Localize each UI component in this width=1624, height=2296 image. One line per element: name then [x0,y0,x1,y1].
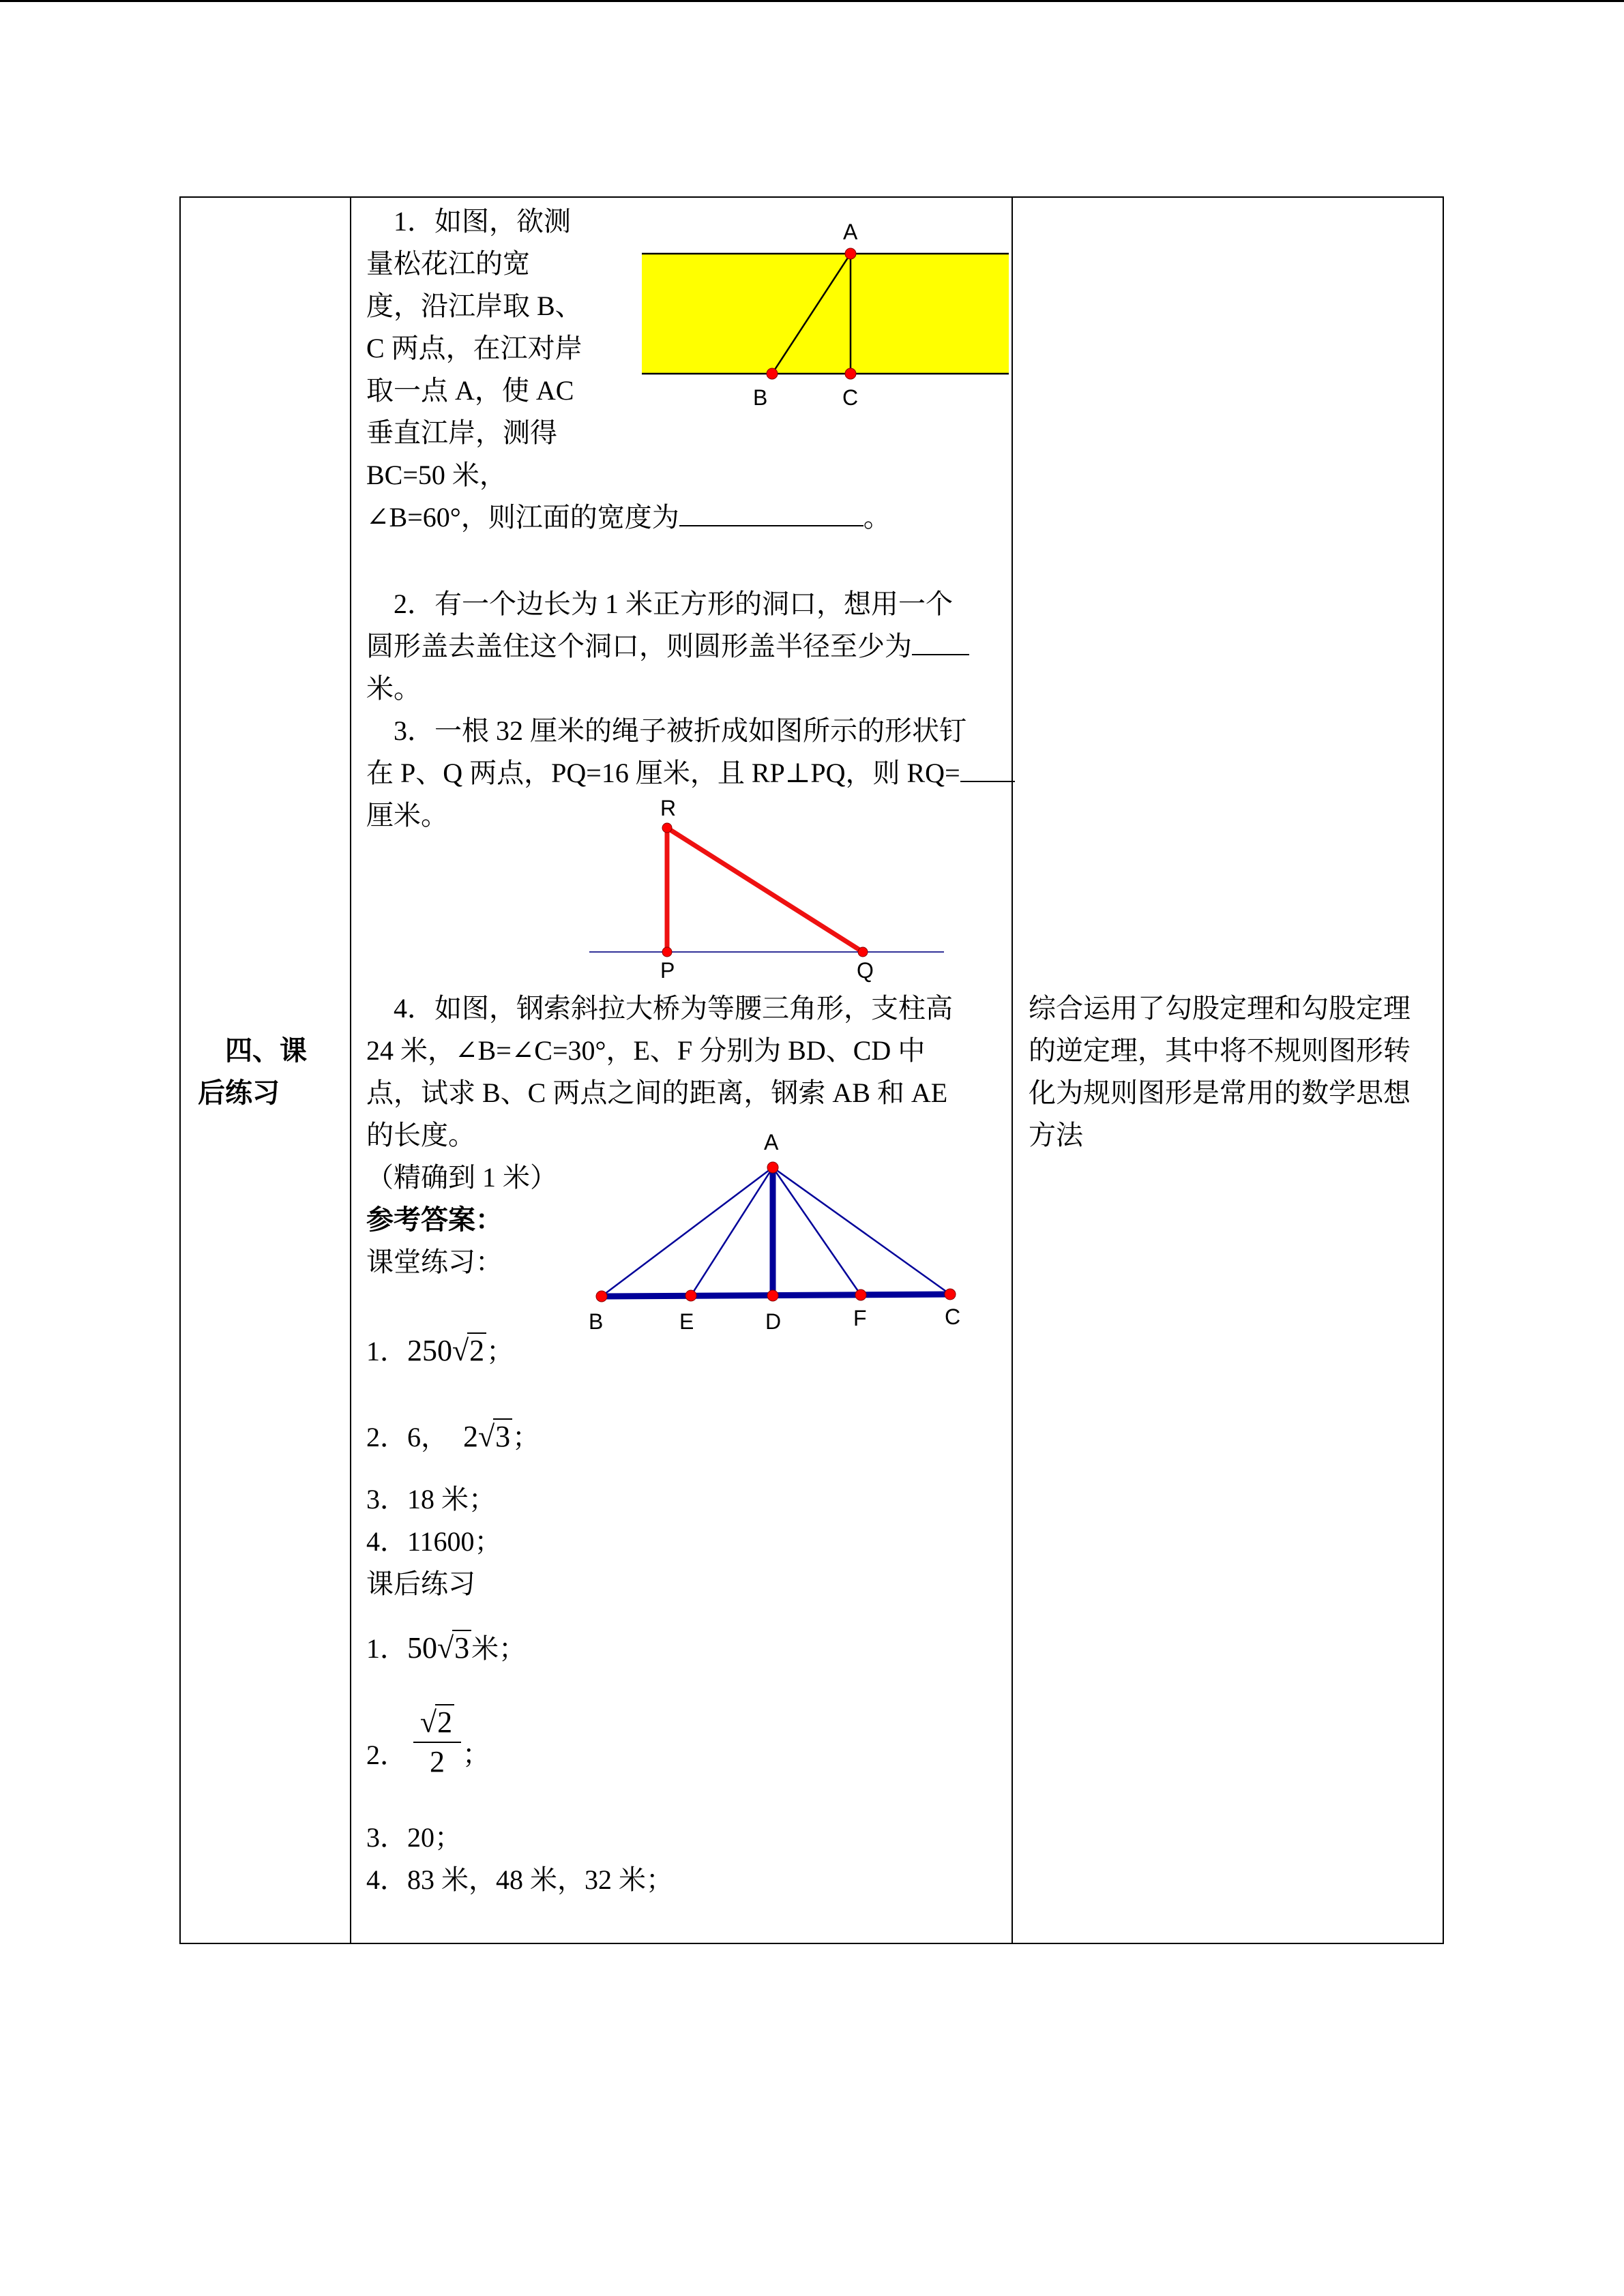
cable-ab [602,1167,773,1296]
teaching-note: 综合运用了勾股定理和勾股定理的逆定理，其中将不规则图形转化为规则图形是常用的数学思想方法 [1029,993,1411,1150]
class-answer-2-radicand: 3 [493,1418,512,1454]
after-answer-3: 3．20； [366,1822,462,1853]
q3-question-text: 在 P、Q 两点，PQ=16 厘米，且 RP⊥PQ，则 RQ= [366,758,960,788]
q1-answer-blank [679,499,863,526]
class-answer-1-radicand: 2 [467,1332,486,1368]
q2-line-1: 2．有一个边长为 1 米正方形的洞口，想用一个 [394,588,953,619]
q3-line-3: 厘米。 [366,800,448,831]
point-f [855,1289,866,1300]
q4-line-1: 4．如图，钢索斜拉大桥为等腰三角形，支柱高 [394,993,953,1024]
label-q: Q [857,958,874,983]
bridge-figure [587,1116,975,1341]
column-divider-1 [350,198,351,1943]
after-answer-1-number: 1． [366,1633,407,1664]
label-a: A [843,220,858,244]
class-answer-3: 3．18 米； [366,1484,496,1515]
point-a [767,1162,778,1173]
q1-last-line [366,496,891,539]
point-b [767,368,778,379]
after-answers-rest [366,1817,673,1901]
cable-ac [773,1167,950,1294]
q1-line-4: C 两点，在江对岸 [366,333,582,363]
q3-line-1: 3．一根 32 厘米的绳子被折成如图所示的形状钉 [394,715,966,746]
rope-figure [587,796,955,987]
point-d [767,1290,778,1301]
answers-heading: 参考答案： [366,1204,503,1235]
q1-line-3: 度，沿江岸取 B、 [366,290,582,321]
class-answers-rest [366,1478,502,1605]
section-label-line-2: 后练习 [198,1077,280,1108]
after-answer-1: 1．50√3米； [366,1631,527,1665]
q1-question-text: ∠B=60°，则江面的宽度为 [366,502,679,533]
section-label [198,1030,307,1114]
point-p [662,947,672,957]
class-practice-title: 课堂练习： [366,1247,503,1277]
q1-line-6: 垂直江岸，测得 [366,417,557,448]
q1-line-7: BC=50 米， [366,460,507,490]
label-b: B [589,1309,604,1334]
point-e [685,1290,696,1301]
point-c [845,368,856,379]
q3-line-2 [366,752,1015,794]
q1-line-1: 1．如图，欲测 [394,206,571,237]
class-answer-1-suffix: ； [486,1336,514,1367]
class-answer-2-number: 2．6， [366,1422,448,1452]
class-answer-1: 1．250√2； [366,1334,514,1367]
fraction-numerator: √2 [413,1703,461,1742]
class-answer-1-coef: 250 [407,1334,452,1367]
point-a [845,248,856,259]
after-answer-2-label [366,1733,407,1776]
section-label-line-1: 四、课 [225,1035,307,1066]
q3-answer-blank [960,755,1015,782]
class-answer-2: 2．6， 2√3； [366,1420,540,1453]
label-p: P [660,958,675,983]
q2-line-2 [366,625,969,668]
q4-precision-note: （精确到 1 米） [366,1162,557,1193]
label-c: C [842,385,859,410]
label-f: F [853,1306,867,1330]
point-q [858,947,868,957]
after-answer-1-radicand: 3 [452,1630,471,1665]
river-area [642,254,1009,374]
label-c: C [945,1304,961,1329]
q1-line-2: 量松花江的宽 [366,248,530,279]
after-answer-1-coef: 50 [407,1631,437,1665]
point-r [662,823,672,833]
q2-answer-blank [912,628,969,655]
q4-line-2: 24 米，∠B=∠C=30°，E、F 分别为 BD、CD 中 [366,1035,926,1066]
point-b [596,1291,607,1302]
label-a: A [764,1130,779,1154]
label-e: E [679,1309,694,1334]
class-answer-2-suffix: ； [512,1422,540,1452]
label-r: R [660,796,677,820]
q1-period: 。 [863,502,891,533]
q2-text [366,583,969,710]
fraction-numerator-radicand: 2 [435,1704,454,1740]
rope-rq [667,828,863,952]
column-divider-2 [1012,198,1013,1943]
after-answer-2-suffix: ； [462,1739,490,1770]
after-answer-2-fraction [413,1703,461,1781]
label-b: B [753,385,768,410]
q4-line-4: 的长度。 [366,1120,475,1150]
after-answer-1-suffix: 米； [471,1633,527,1664]
cable-af [773,1167,861,1295]
q2-line-3: 米。 [366,673,421,704]
fraction-denominator: 2 [413,1742,461,1781]
class-answer-2-coef: 2 [463,1420,478,1453]
q2-question-text: 圆形盖去盖住这个洞口，则圆形盖半径至少为 [366,631,912,661]
top-border-line [0,0,1624,2]
label-d: D [765,1309,782,1334]
q1-line-5: 取一点 A，使 AC [366,375,574,406]
point-c [945,1289,956,1300]
after-class-title: 课后练习 [366,1568,475,1599]
cable-ae [691,1167,773,1296]
q4-line-3: 点，试求 B、C 两点之间的距离，钢索 AB 和 AE [366,1077,948,1108]
river-figure [634,218,1016,416]
class-answer-4: 4．11600； [366,1526,502,1557]
after-answer-4: 4．83 米，48 米，32 米； [366,1864,673,1895]
after-answer-2-number: 2． [366,1740,407,1770]
class-answer-1-number: 1． [366,1336,407,1367]
